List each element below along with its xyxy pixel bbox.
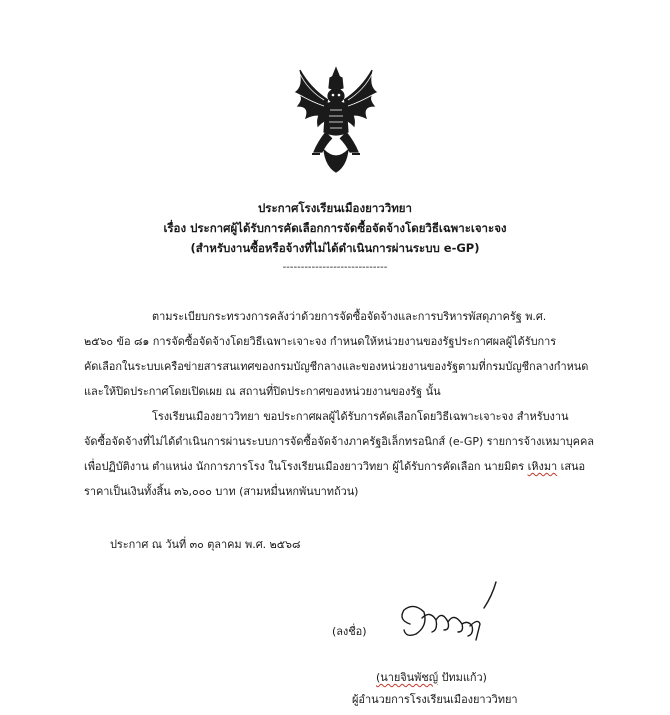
winner-surname: เหิงมา — [527, 460, 558, 473]
announcement-subtitle: (สำหรับงานซื้อหรือจ้างที่ไม่ได้ดำเนินการผ่านระบบ e-GP) — [190, 241, 480, 255]
announcement-title: ประกาศโรงเรียนเมืองยาววิทยา — [258, 201, 412, 215]
paragraph-2-line-2: จัดซื้อจัดจ้างที่ไม่ได้ดำเนินการผ่านระบบการจัดซื้อจัดจ้างภาครัฐอิเล็กทรอนิกส์ (e-GP) รายการจ้างเหมาบุคคล — [84, 435, 594, 448]
announcement-subject: เรื่อง ประกาศผู้ได้รับการคัดเลือกการจัดซื้อจัดจ้างโดยวิธีเฉพาะเจาะจง — [163, 221, 507, 235]
signer-name-last: ปัทมแก้ว) — [438, 671, 487, 684]
paragraph-2-line-1: โรงเรียนเมืองยาววิทยา ขอประกาศผลผู้ได้รับการคัดเลือกโดยวิธีเฉพาะเจาะจง สำหรับงาน — [152, 410, 569, 423]
garuda-emblem-icon — [286, 66, 386, 174]
paragraph-2-line-3 — [84, 457, 585, 475]
paragraph-1-line-1: ตามระเบียบกระทรวงการคลังว่าด้วยการจัดซื้อจัดจ้างและการบริหารพัสดุภาครัฐ พ.ศ. — [152, 310, 547, 323]
paragraph-1-line-2: ๒๕๖๐ ข้อ ๘๑ การจัดซื้อจัดจ้างโดยวิธีเฉพาะเจาะจง กำหนดให้หน่วยงานของรัฐประกาศผลผู้ได้รับการ — [84, 335, 557, 348]
sign-label: (ลงชื่อ) — [332, 625, 367, 638]
paragraph-2-line-3-text: เพื่อปฏิบัติงาน ตำแหน่ง นักการภารโรง ในโรงเรียนเมืองยาววิทยา ผู้ได้รับการคัดเลือก นายมิตร — [84, 460, 525, 473]
divider-rule: ----------------------------- — [282, 262, 388, 273]
paragraph-2-line-4: ราคาเป็นเงินทั้งสิ้น ๓๖,๐๐๐ บาท (สามหมื่นหกพันบาทถ้วน) — [84, 485, 359, 498]
signer-position: ผู้อำนวยการโรงเรียนเมืองยาววิทยา — [352, 693, 518, 706]
handwritten-signature-icon — [392, 580, 502, 650]
offer-word: เสนอ — [557, 460, 586, 473]
signer-name-first: (นายจินพัชญ์ — [376, 671, 439, 684]
signer-name — [376, 668, 487, 686]
paragraph-1-line-3: คัดเลือกในระบบเครือข่ายสารสนเทศของกรมบัญชีกลางและของหน่วยงานของรัฐตามที่กรมบัญชีกลางกำหนด — [84, 360, 589, 373]
announce-date: ประกาศ ณ วันที่ ๓๐ ตุลาคม พ.ศ. ๒๕๖๘ — [110, 538, 301, 551]
paragraph-1-line-4: และให้ปิดประกาศโดยเปิดเผย ณ สถานที่ปิดประกาศของหน่วยงานของรัฐ นั้น — [84, 385, 441, 398]
